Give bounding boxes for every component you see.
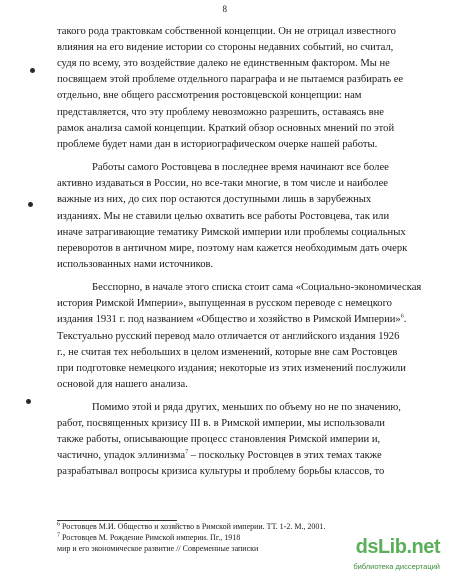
text-line: изданиях. Мы не ставили целью охватить все работы Ростовцева, так или xyxy=(57,211,390,222)
footnote-rule xyxy=(57,520,177,521)
watermark-logo: dsLib.net xyxy=(355,536,440,558)
footnote: $^7$ Ростовцев М. Рождение Римской империи. Пг., 1918 xyxy=(57,532,241,542)
text-line: важные из них, до сих пор остаются доступными лишь в зарубежных xyxy=(57,194,372,205)
punch-hole-bottom xyxy=(26,399,31,404)
footnote: $^6$ Ростовцев М.И. Общество и хозяйство в Римской империи. ТТ. 1-2. М., 2001. xyxy=(57,521,326,531)
text-line: активно издаваться в России, но все-таки многие, в том числе и наиболее xyxy=(57,178,388,189)
text-line: Текстуально русский перевод мало отличается от английского издания 1926 xyxy=(57,331,400,342)
text-line: отдельно, вне общего рассмотрения ростовцевской концепции: нам xyxy=(57,90,362,101)
text-line: Помимо этой и ряда других, меньших по объему но не по значению, xyxy=(92,402,401,413)
text-line: также работы, описывающие процесс становления Римской империи и, xyxy=(57,434,381,445)
text-line: судя по всему, это воздействие далеко не единственным фактором. Мы не xyxy=(57,58,390,69)
text-line: работ, посвященных кризису III в. в Римской империи, мы использовали xyxy=(57,418,385,429)
punch-hole-top xyxy=(30,68,35,73)
footnote: мир и его экономическое развитие // Современные записки xyxy=(57,544,259,553)
text-line: основой для нашего анализа. xyxy=(57,379,188,390)
text-line: издания 1931 г. под названием «Общество и хозяйство в Римской Империи»$^6$. xyxy=(57,313,407,325)
text-line: рамок анализа самой концепции. Краткий обзор основных мнений по этой xyxy=(57,123,395,134)
text-line: Бесспорно, в начале этого списка стоит сама «Социально-экономическая xyxy=(92,282,422,293)
text-line: использованных нами источников. xyxy=(57,259,214,270)
watermark-subtitle: библиотека диссертаций xyxy=(353,562,440,571)
page-number: 8 xyxy=(222,4,228,14)
text-line: такого рода трактовкам собственной концепции. Он не отрицал известного xyxy=(57,26,396,37)
text-line: г., не считая тех небольших в целом изменений, которые вне сам Ростовцев xyxy=(57,347,398,358)
text-line: проблеме будет нами дан в историографическом очерке нашей работы. xyxy=(57,139,378,150)
text-line: влияния на его видение истории со стороны недавних событий, но считал, xyxy=(57,42,394,53)
watermark xyxy=(348,536,440,578)
text-line: переворотов в античном мире, поэтому нам кажется необходимым дать очерк xyxy=(57,243,408,254)
text-line: Работы самого Ростовцева в последнее время начинают все более xyxy=(92,162,389,173)
text-line: частично, упадок эллинизма$^7$ – поскольку Ростовцев в этих темах также xyxy=(57,449,382,461)
punch-hole-middle xyxy=(28,202,33,207)
text-line: при подготовке немецкого издания; некоторые из этих изменений послужили xyxy=(57,363,406,374)
text-line: посвящаем этой проблеме отдельного параграфа и не пытаемся разбирать ее xyxy=(57,74,404,85)
text-line: разрабатывал вопросы кризиса культуры и проблему борьбы классов, то xyxy=(57,466,385,477)
text-line: представляется, что эту проблему невозможно разрешить, оставаясь вне xyxy=(57,107,384,118)
footnote-marker[interactable]: 6 xyxy=(400,313,404,320)
footnote-marker[interactable]: 7 xyxy=(185,449,189,456)
text-line: история Римской Империи», выпущенная в русском переводе с немецкого xyxy=(57,298,392,309)
text-line: иначе затрагивающие тематику Римской империи или проблемы социальных xyxy=(57,227,406,238)
